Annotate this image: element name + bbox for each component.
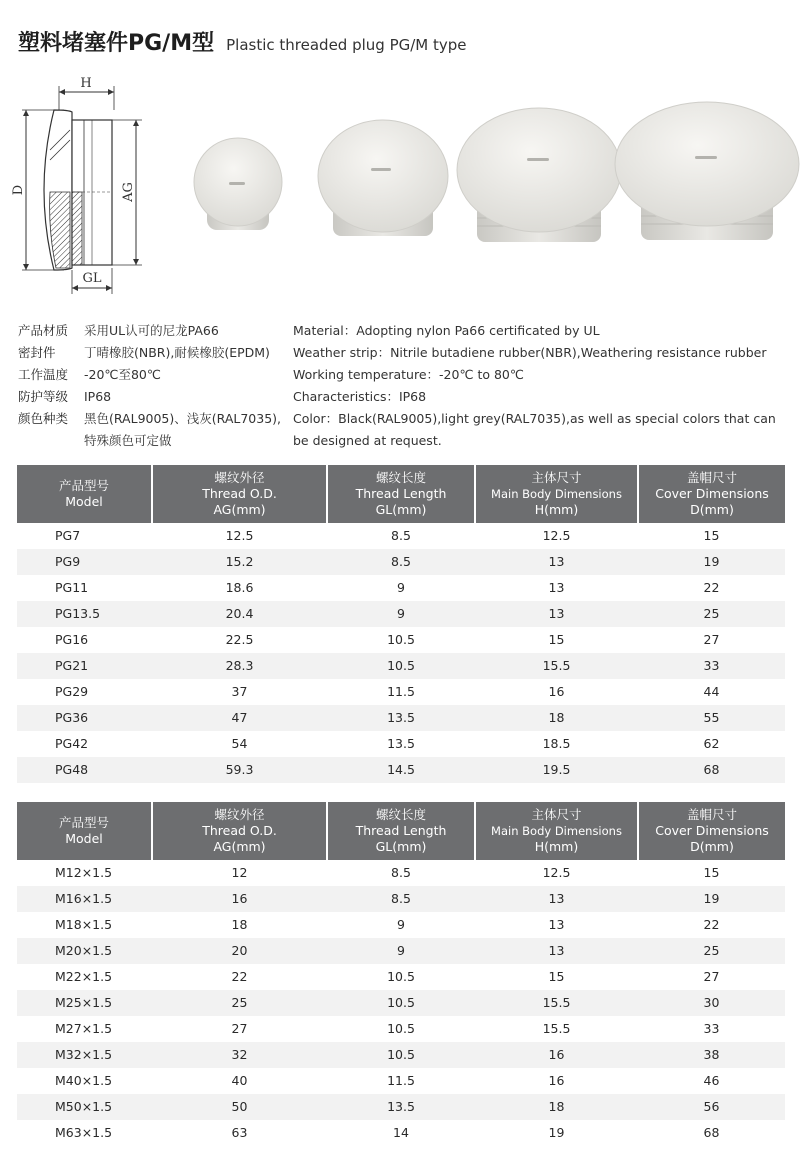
header-main-body — [475, 802, 638, 860]
cell-thread-length: 10.5 — [327, 990, 475, 1016]
cell-thread-length: 8.5 — [327, 886, 475, 912]
plug-image-xlarge — [615, 102, 799, 240]
cell-thread-od: 28.3 — [152, 653, 327, 679]
table-row — [17, 912, 785, 938]
header-cn: 螺纹外径 — [214, 470, 265, 485]
table-header-row — [17, 802, 785, 860]
cell-cover: 27 — [703, 632, 720, 647]
cell-main-body: 19 — [548, 1125, 565, 1140]
cell-thread-length: 11.5 — [387, 1073, 415, 1088]
spec-value: -20℃至80℃ — [84, 367, 161, 382]
cell-thread-od: 12.5 — [225, 528, 254, 543]
spec-characteristics-en: Characteristics：IP68 — [293, 389, 427, 404]
cell-cover: 30 — [638, 990, 785, 1016]
cell-main-body: 13 — [475, 938, 638, 964]
cell-thread-od: 12 — [231, 865, 248, 880]
header-cover — [638, 465, 785, 523]
cell-model: PG42 — [55, 736, 89, 751]
pg-table-body — [17, 523, 785, 783]
header-unit: AG(mm) — [213, 502, 266, 517]
spec-label: 防护等级 — [18, 389, 69, 404]
cell-main-body: 19.5 — [475, 757, 638, 783]
table-row — [17, 1120, 785, 1146]
page-title — [18, 26, 467, 57]
plug-image-medium — [318, 120, 448, 236]
cell-thread-od: 40 — [231, 1073, 248, 1088]
cell-thread-od: 63 — [231, 1125, 248, 1140]
spec-temperature-en: Working temperature：-20℃ to 80℃ — [293, 367, 524, 382]
cell-main-body: 16 — [548, 684, 565, 699]
table-row — [17, 523, 785, 549]
table-row — [17, 679, 785, 705]
header-en: Model — [65, 494, 103, 509]
cell-thread-od: 16 — [152, 886, 327, 912]
header-unit: H(mm) — [534, 502, 579, 517]
table-row — [17, 1094, 785, 1120]
header-cn: 主体尺寸 — [531, 470, 582, 485]
spec-color-en: Color：Black(RAL9005),light grey(RAL7035),as well as special colors that can be designed at request. — [293, 411, 776, 448]
cell-thread-od: 47 — [152, 705, 327, 731]
dim-label-gl: GL — [82, 271, 102, 286]
cell-cover: 62 — [703, 736, 720, 751]
header-en: Main Body Dimensions — [491, 487, 622, 501]
cell-model: M16×1.5 — [17, 886, 152, 912]
spec-color-cn — [18, 408, 288, 452]
table-row — [17, 705, 785, 731]
cell-main-body: 13 — [475, 886, 638, 912]
dim-label-ag: AG — [121, 182, 136, 202]
cell-model: PG7 — [55, 528, 81, 543]
cell-cover: 55 — [638, 705, 785, 731]
header-cn: 产品型号 — [58, 478, 109, 493]
header-thread-od — [152, 802, 327, 860]
cell-model: M40×1.5 — [55, 1073, 113, 1088]
cell-cover: 68 — [703, 1125, 720, 1140]
m-table-body — [17, 860, 785, 1146]
cell-thread-length: 13.5 — [387, 736, 415, 751]
title-english: Plastic threaded plug PG/M type — [226, 36, 467, 54]
header-unit: GL(mm) — [375, 502, 427, 517]
cell-thread-od: 20 — [152, 938, 327, 964]
table-row — [17, 549, 785, 575]
cell-thread-length: 8.5 — [327, 549, 475, 575]
cell-main-body: 13 — [548, 580, 565, 595]
cell-model: M27×1.5 — [55, 1021, 113, 1036]
spec-material-cn — [18, 320, 288, 342]
cell-cover: 46 — [703, 1073, 720, 1088]
spec-value: 丁晴橡胶(NBR),耐候橡胶(EPDM) — [84, 345, 270, 360]
spec-value-group — [84, 408, 281, 452]
table-row — [17, 601, 785, 627]
table-row — [17, 575, 785, 601]
cell-thread-od: 20.4 — [152, 601, 327, 627]
cell-thread-length: 10.5 — [387, 632, 415, 647]
spec-value-line2: 特殊颜色可定做 — [84, 433, 172, 448]
cell-thread-od: 18.6 — [225, 580, 254, 595]
table-row — [17, 1016, 785, 1042]
cell-thread-length: 11.5 — [387, 684, 415, 699]
cell-thread-od: 50 — [152, 1094, 327, 1120]
cell-model: PG48 — [17, 757, 152, 783]
cell-cover: 33 — [638, 653, 785, 679]
header-cn: 螺纹外径 — [214, 807, 265, 822]
cell-thread-length: 10.5 — [387, 969, 415, 984]
header-unit: H(mm) — [534, 839, 579, 854]
cell-thread-length: 9 — [327, 601, 475, 627]
cell-thread-length: 9 — [397, 917, 405, 932]
cell-main-body: 13 — [475, 549, 638, 575]
cell-cover: 19 — [638, 549, 785, 575]
spec-seal-cn — [18, 342, 288, 364]
dim-label-h: H — [80, 76, 92, 91]
header-en: Cover Dimensions — [655, 486, 769, 501]
cell-thread-od: 32 — [152, 1042, 327, 1068]
cell-model: M50×1.5 — [17, 1094, 152, 1120]
cell-model: M25×1.5 — [17, 990, 152, 1016]
header-en: Thread O.D. — [202, 823, 277, 838]
header-en: Main Body Dimensions — [491, 824, 622, 838]
cell-cover: 15 — [703, 528, 720, 543]
cell-thread-od: 22 — [231, 969, 248, 984]
spec-temperature-cn — [18, 364, 288, 386]
cell-main-body: 12.5 — [542, 865, 571, 880]
cell-model: PG9 — [17, 549, 152, 575]
header-thread-length — [327, 802, 475, 860]
header-model — [17, 802, 152, 860]
cell-thread-length: 8.5 — [391, 865, 411, 880]
cell-cover: 25 — [638, 601, 785, 627]
header-en: Model — [65, 831, 103, 846]
cell-main-body: 12.5 — [542, 528, 571, 543]
table-row — [17, 627, 785, 653]
table-row — [17, 1068, 785, 1094]
plug-image-small — [194, 138, 282, 230]
table-row — [17, 653, 785, 679]
cell-main-body: 15 — [548, 632, 565, 647]
cell-cover: 27 — [703, 969, 720, 984]
cell-thread-od: 37 — [231, 684, 248, 699]
cell-cover: 22 — [703, 580, 720, 595]
table-row — [17, 964, 785, 990]
cell-thread-length: 10.5 — [327, 1042, 475, 1068]
table-row — [17, 1042, 785, 1068]
cell-main-body: 18 — [475, 705, 638, 731]
pg-dimension-table — [17, 465, 785, 783]
spec-value: 黑色(RAL9005)、浅灰(RAL7035), — [84, 411, 281, 426]
cell-model: M63×1.5 — [55, 1125, 113, 1140]
cell-main-body: 13 — [548, 917, 565, 932]
cell-thread-od: 54 — [231, 736, 248, 751]
table-row — [17, 757, 785, 783]
cell-main-body: 15.5 — [542, 1021, 571, 1036]
cell-thread-length: 9 — [327, 938, 475, 964]
header-cn: 盖帽尺寸 — [686, 470, 737, 485]
cell-model: PG36 — [17, 705, 152, 731]
header-unit: AG(mm) — [213, 839, 266, 854]
cell-cover: 38 — [638, 1042, 785, 1068]
cell-main-body: 18.5 — [542, 736, 571, 751]
dim-label-d: D — [11, 184, 26, 196]
cell-thread-od: 18 — [231, 917, 248, 932]
specifications-cn — [18, 320, 288, 452]
cell-model: M32×1.5 — [17, 1042, 152, 1068]
cell-main-body: 15 — [548, 969, 565, 984]
header-unit: D(mm) — [690, 502, 734, 517]
cell-thread-length: 13.5 — [327, 705, 475, 731]
header-model — [17, 465, 152, 523]
cell-main-body: 16 — [548, 1073, 565, 1088]
cell-thread-length: 10.5 — [327, 653, 475, 679]
header-cn: 产品型号 — [58, 815, 109, 830]
cell-cover: 33 — [703, 1021, 720, 1036]
table-row — [17, 990, 785, 1016]
cell-model: PG21 — [17, 653, 152, 679]
header-en: Cover Dimensions — [655, 823, 769, 838]
cell-thread-length: 13.5 — [327, 1094, 475, 1120]
spec-material-en: Material：Adopting nylon Pa66 certificated by UL — [293, 323, 600, 338]
spec-label: 工作温度 — [18, 367, 69, 382]
spec-protection-cn — [18, 386, 288, 408]
header-cn: 螺纹长度 — [375, 470, 426, 485]
table-row — [17, 938, 785, 964]
header-en: Thread O.D. — [202, 486, 277, 501]
cell-model: PG29 — [55, 684, 89, 699]
cell-main-body: 18 — [475, 1094, 638, 1120]
header-cn: 盖帽尺寸 — [686, 807, 737, 822]
header-unit: GL(mm) — [375, 839, 427, 854]
cell-cover: 19 — [638, 886, 785, 912]
cell-main-body: 13 — [475, 601, 638, 627]
header-thread-length — [327, 465, 475, 523]
cell-thread-od: 22.5 — [225, 632, 254, 647]
spec-label: 颜色种类 — [18, 411, 69, 426]
header-unit: D(mm) — [690, 839, 734, 854]
cell-cover: 25 — [638, 938, 785, 964]
header-thread-od — [152, 465, 327, 523]
cell-cover: 15 — [703, 865, 720, 880]
cell-thread-length: 9 — [397, 580, 405, 595]
cell-thread-length: 14.5 — [327, 757, 475, 783]
cell-thread-od: 27 — [231, 1021, 248, 1036]
table-row — [17, 860, 785, 886]
product-images — [185, 118, 785, 298]
cell-model: M22×1.5 — [55, 969, 113, 984]
cell-cover: 68 — [638, 757, 785, 783]
cell-model: PG16 — [55, 632, 89, 647]
spec-value: 采用UL认可的尼龙PA66 — [84, 323, 219, 338]
specifications-en — [293, 320, 788, 452]
header-main-body — [475, 465, 638, 523]
header-cn: 螺纹长度 — [375, 807, 426, 822]
cell-main-body: 16 — [475, 1042, 638, 1068]
cell-cover: 22 — [703, 917, 720, 932]
cell-thread-od: 15.2 — [152, 549, 327, 575]
m-dimension-table — [17, 802, 785, 1146]
cell-thread-od: 59.3 — [152, 757, 327, 783]
cell-model: M12×1.5 — [55, 865, 113, 880]
cell-cover: 44 — [703, 684, 720, 699]
cell-model: PG11 — [55, 580, 89, 595]
cell-model: M18×1.5 — [55, 917, 113, 932]
cell-thread-length: 8.5 — [391, 528, 411, 543]
header-cover — [638, 802, 785, 860]
spec-label: 产品材质 — [18, 323, 69, 338]
spec-label: 密封件 — [18, 345, 56, 360]
header-en: Thread Length — [355, 823, 447, 838]
cell-thread-length: 10.5 — [387, 1021, 415, 1036]
cell-main-body: 15.5 — [475, 990, 638, 1016]
header-en: Thread Length — [355, 486, 447, 501]
table-header-row — [17, 465, 785, 523]
cell-thread-length: 14 — [393, 1125, 409, 1140]
cell-thread-od: 25 — [152, 990, 327, 1016]
cell-model: PG13.5 — [17, 601, 152, 627]
header-cn: 主体尺寸 — [531, 807, 582, 822]
title-chinese: 塑料堵塞件PG/M型 — [18, 31, 215, 56]
spec-seal-en: Weather strip：Nitrile butadiene rubber(NBR),Weathering resistance rubber — [293, 345, 767, 360]
plug-image-large — [457, 108, 621, 242]
table-row — [17, 886, 785, 912]
cell-main-body: 15.5 — [475, 653, 638, 679]
spec-value: IP68 — [84, 389, 112, 404]
cell-model: M20×1.5 — [17, 938, 152, 964]
table-row — [17, 731, 785, 757]
cell-cover: 56 — [638, 1094, 785, 1120]
dimension-drawing — [11, 70, 174, 300]
